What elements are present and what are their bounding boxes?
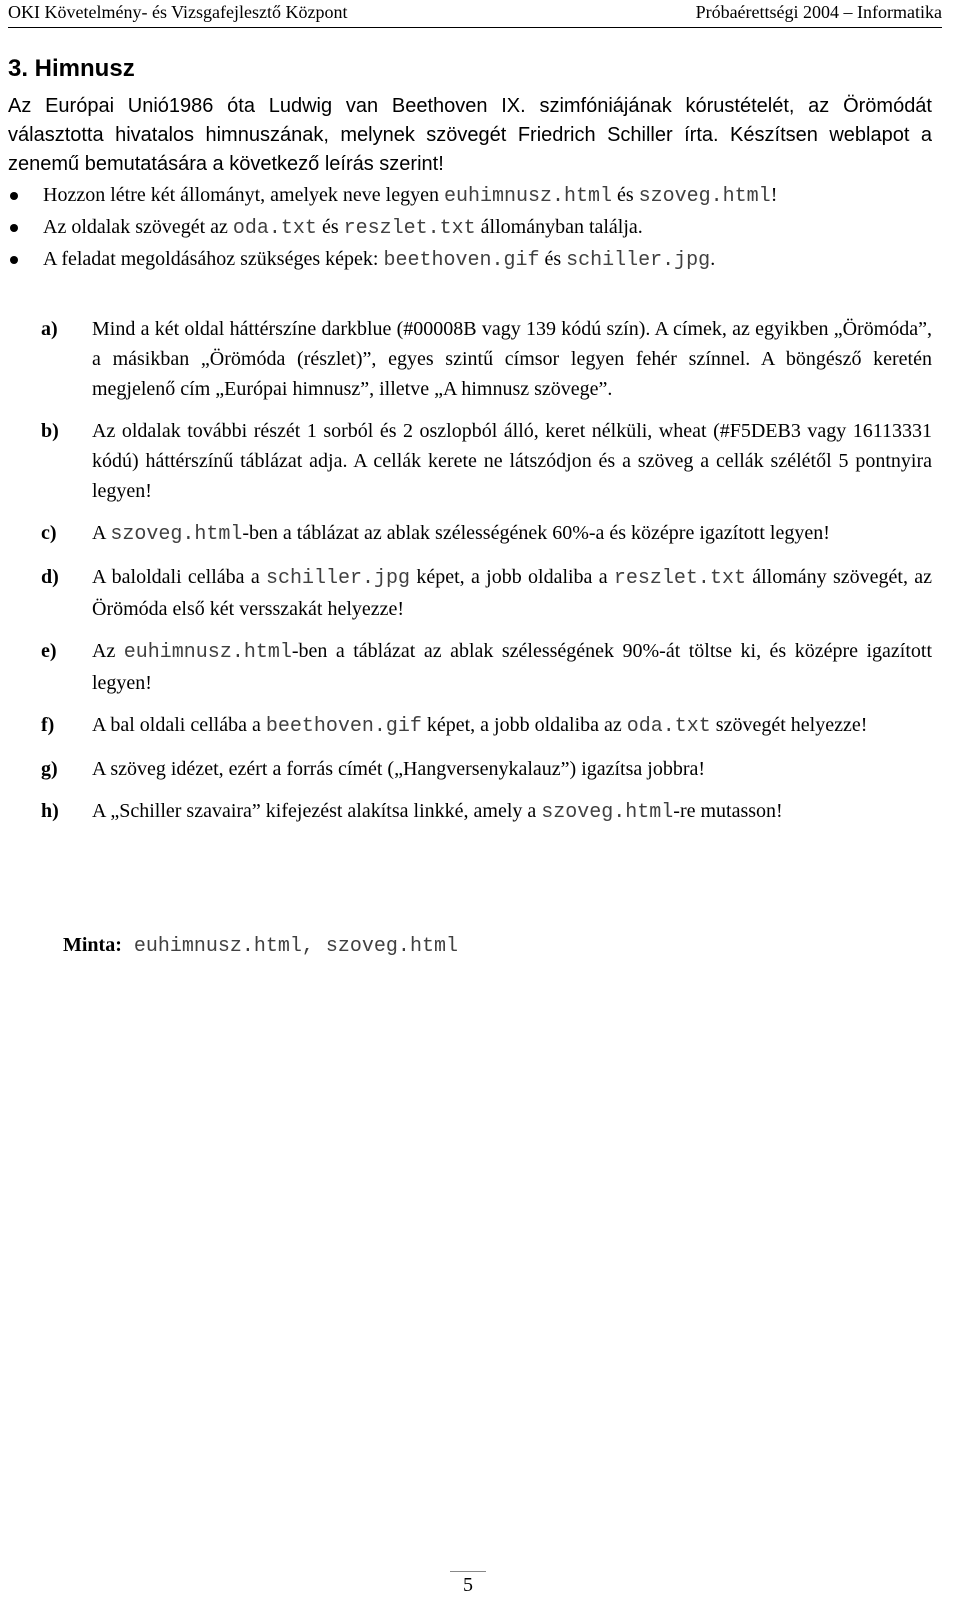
task-letter: g) bbox=[41, 758, 58, 780]
task-text: -ben a táblázat az ablak szélességének 90%-át töltse ki, és középre igazított legyen! bbox=[92, 640, 932, 694]
task-text: A bal oldali cellába a bbox=[92, 714, 266, 736]
bullet-text: Az oldalak szövegét az bbox=[43, 216, 233, 238]
task-text: képet, a jobb oldaliba az bbox=[421, 714, 627, 736]
bullet-text-sources bbox=[8, 212, 932, 244]
task-text: Az bbox=[92, 640, 124, 662]
header-exam-title: Próbaérettségi 2004 – Informatika bbox=[695, 2, 942, 22]
sample-files-line bbox=[63, 930, 458, 962]
filename-code: reszlet.txt bbox=[343, 217, 476, 240]
filename-code: szoveg.html bbox=[638, 185, 771, 208]
filename-code: schiller.jpg bbox=[266, 567, 411, 590]
filename-code: beethoven.gif bbox=[265, 715, 422, 738]
filename-code: oda.txt bbox=[232, 217, 317, 240]
task-text: -ben a táblázat az ablak szélességének 60%-a és középre igazított legyen! bbox=[242, 522, 830, 544]
task-g bbox=[8, 754, 932, 784]
task-d bbox=[8, 562, 932, 624]
task-letter: b) bbox=[41, 420, 59, 442]
bullet-text: és bbox=[539, 248, 567, 270]
task-c bbox=[8, 518, 932, 550]
filename-code: reszlet.txt bbox=[613, 567, 746, 590]
task-f bbox=[8, 710, 932, 742]
requirements-list bbox=[8, 180, 932, 276]
task-text: -re mutasson! bbox=[673, 800, 783, 822]
task-a bbox=[8, 314, 932, 404]
bullet-dot-icon bbox=[10, 224, 18, 232]
intro-paragraph: Az Európai Unió1986 óta Ludwig van Beethoven IX. szimfóniájának kórustételét, az Örömódát választotta hivatalos himnuszának, melynek szövegét Friedrich Schiller írta. Készítsen weblapot a zenemű bemutatására a következő leírás szerint! bbox=[8, 95, 932, 175]
bullet-text: és bbox=[316, 216, 344, 238]
bullet-text: ! bbox=[770, 184, 778, 206]
task-text: szövegét helyezze! bbox=[710, 714, 868, 736]
task-text: állomány szövegét, az Örömóda első két versszakát helyezze! bbox=[92, 566, 933, 620]
task-text: Az oldalak további részét 1 sorból és 2 oszlopból álló, keret nélküli, wheat (#F5DEB3 vagy 16113331 kódú) háttérszínű táblázat adja. A cellák kerete ne látszódjon és a szöveg a cellák szélétől 5 pontnyira legyen! bbox=[92, 420, 932, 502]
page-number: 5 bbox=[463, 1574, 473, 1596]
bullet-text: és bbox=[611, 184, 639, 206]
filename-code: euhimnusz.html bbox=[443, 185, 612, 208]
bullet-dot-icon bbox=[10, 192, 18, 200]
bullet-text: Hozzon létre két állományt, amelyek neve legyen bbox=[43, 184, 444, 206]
filename-code: euhimnusz.html bbox=[123, 641, 292, 664]
task-text: A „Schiller szavaira” kifejezést alakítsa linkké, amely a bbox=[92, 800, 542, 822]
task-text: Mind a két oldal háttérszíne darkblue (#00008B vagy 139 kódú szín). A címek, az egyikben „Örömóda”, a másikban „Örömóda (részlet)”, egyes szintű címsor legyen fehér színnel. A böngésző keretén megjelenő cím „Európai himnusz”, illetve „A himnusz szövege”. bbox=[92, 318, 932, 400]
bullet-dot-icon bbox=[10, 256, 18, 264]
bullet-text: . bbox=[710, 248, 716, 270]
task-letter: a) bbox=[41, 318, 58, 340]
filename-code: szoveg.html bbox=[541, 801, 674, 824]
bullet-images bbox=[8, 244, 932, 276]
bullet-text: A feladat megoldásához szükséges képek: bbox=[43, 248, 384, 270]
page-header bbox=[8, 0, 942, 28]
sample-filenames: euhimnusz.html, szoveg.html bbox=[121, 935, 458, 958]
task-text: A bbox=[92, 522, 111, 544]
task-h bbox=[8, 796, 932, 828]
filename-code: schiller.jpg bbox=[566, 249, 711, 272]
bullet-files bbox=[8, 180, 932, 212]
task-e bbox=[8, 636, 932, 698]
task-letter: h) bbox=[41, 800, 59, 822]
filename-code: beethoven.gif bbox=[383, 249, 540, 272]
header-institution: OKI Követelmény- és Vizsgafejlesztő Központ bbox=[8, 2, 348, 22]
task-letter: d) bbox=[41, 566, 59, 588]
task-text: A baloldali cellába a bbox=[92, 566, 267, 588]
task-letter: c) bbox=[41, 522, 57, 544]
task-letter: e) bbox=[41, 640, 57, 662]
filename-code: oda.txt bbox=[626, 715, 711, 738]
task-letter: f) bbox=[41, 714, 55, 736]
task-text: A szöveg idézet, ezért a forrás címét („Hangversenykalauz”) igazítsa jobbra! bbox=[92, 758, 706, 780]
filename-code: szoveg.html bbox=[110, 523, 243, 546]
sample-label: Minta: bbox=[63, 934, 122, 956]
task-list bbox=[8, 314, 932, 840]
section-title: 3. Himnusz bbox=[8, 55, 135, 82]
bullet-text: állományban találja. bbox=[475, 216, 643, 238]
task-text: képet, a jobb oldaliba a bbox=[410, 566, 614, 588]
task-b bbox=[8, 416, 932, 506]
